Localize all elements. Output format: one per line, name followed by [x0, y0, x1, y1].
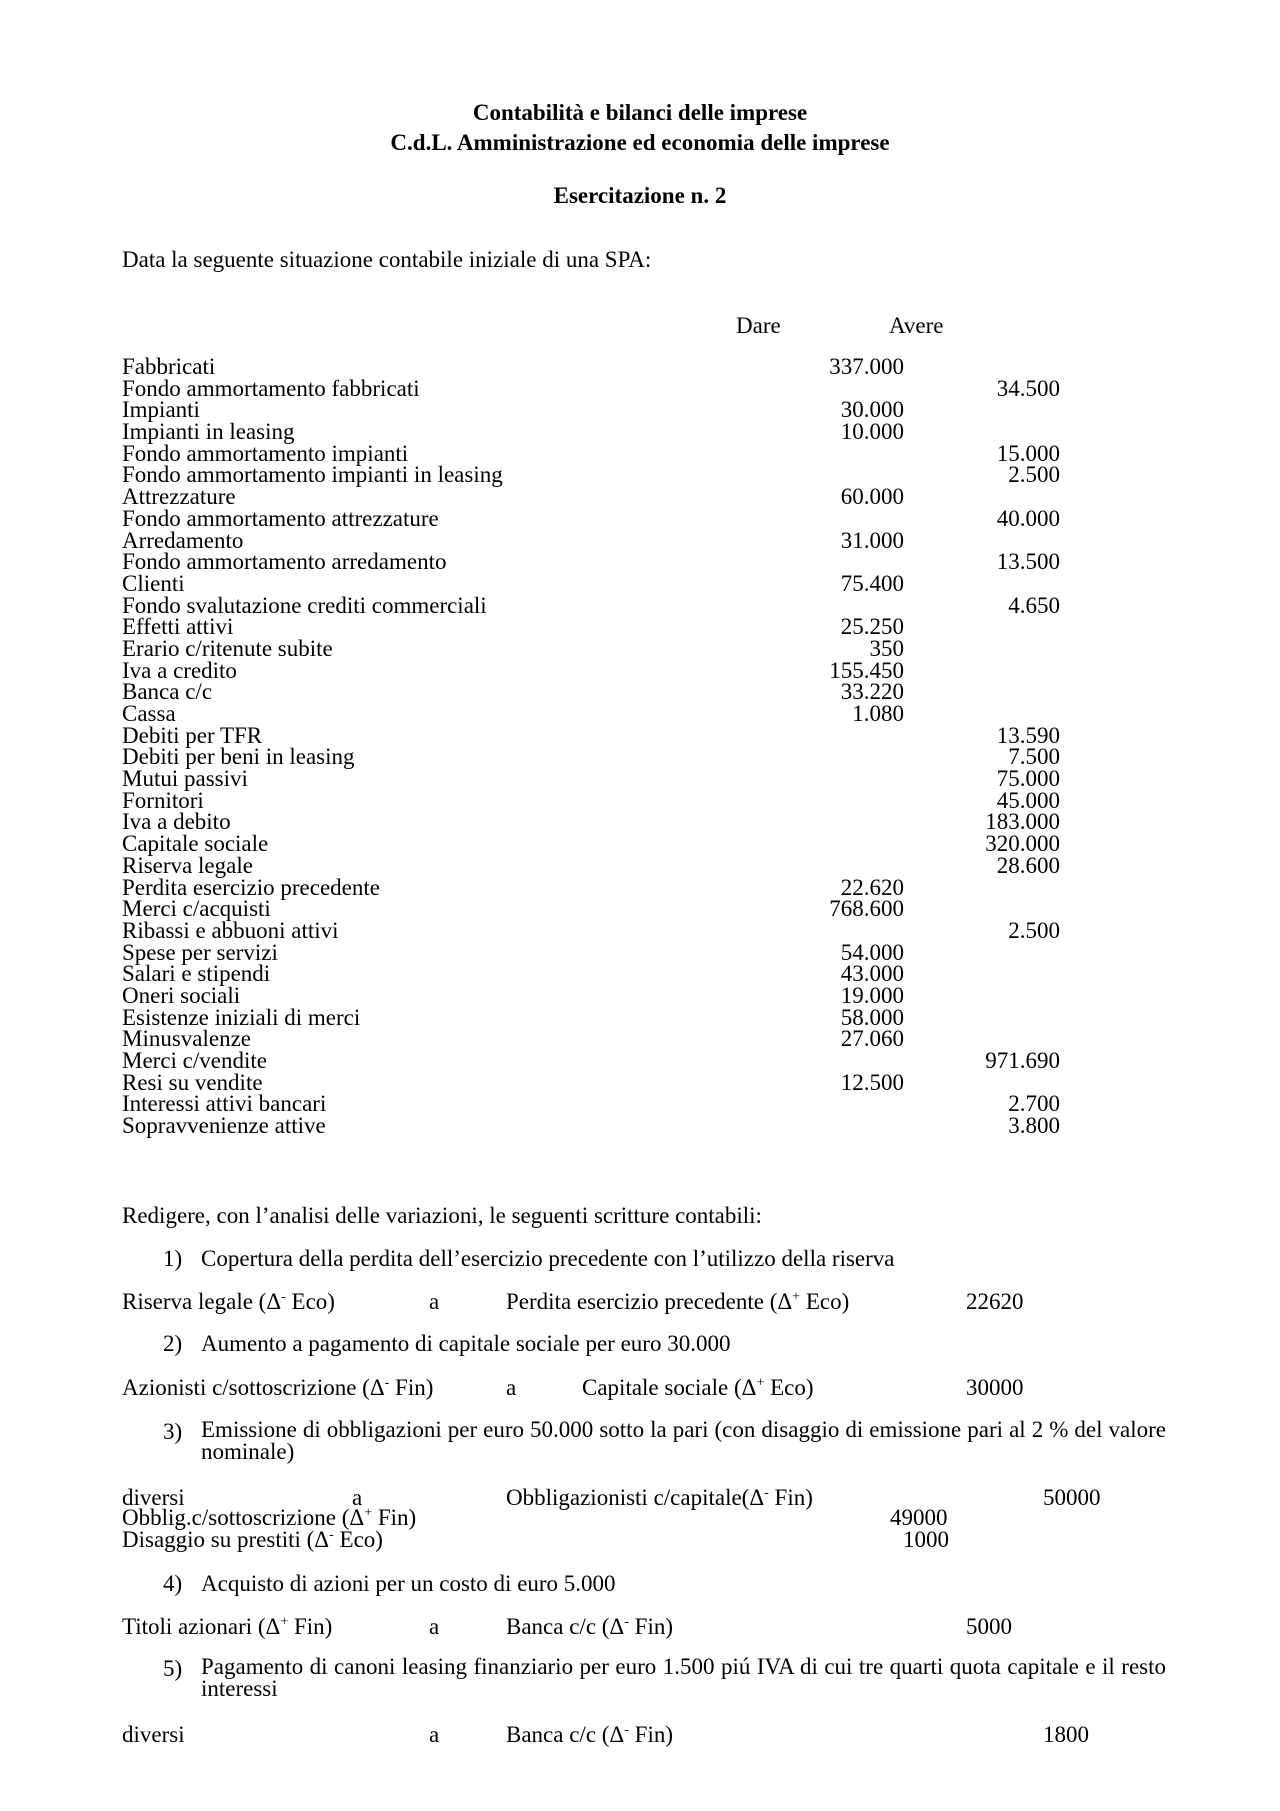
- account-dare: 27.060: [840, 1026, 904, 1052]
- entry-4-debit: Titoli azionari (Δ+ Fin): [122, 1614, 333, 1639]
- account-row: [122, 570, 982, 596]
- entry-3-a: a: [352, 1485, 363, 1510]
- entry-4-a: a: [429, 1614, 440, 1639]
- account-name: Clienti: [122, 570, 185, 596]
- account-name: Esistenze iniziali di merci: [122, 1004, 361, 1030]
- account-name: Fondo ammortamento attrezzature: [122, 505, 439, 531]
- account-avere: 3.800: [1008, 1113, 1060, 1139]
- entry-2-credit: Capitale sociale (Δ+ Eco): [582, 1375, 814, 1400]
- account-name: Fabbricati: [122, 354, 216, 379]
- account-avere: 15.000: [996, 440, 1060, 466]
- account-row: [122, 399, 982, 421]
- account-avere: 2.700: [1008, 1091, 1060, 1117]
- account-avere: 28.600: [996, 852, 1060, 878]
- account-row: [122, 1048, 1060, 1073]
- account-row: [122, 527, 982, 553]
- entry-3-sub-2-amount: 1000: [903, 1527, 949, 1552]
- account-dare: 768.600: [829, 896, 904, 922]
- account-name: Effetti attivi: [122, 614, 234, 640]
- entry-3-sub-1-amount: 49000: [890, 1505, 948, 1530]
- account-row: [122, 635, 982, 661]
- accounts-table: [122, 354, 1060, 1139]
- account-row: [122, 462, 1060, 488]
- entry-1-description: Copertura della perdita dell’esercizio precedente con l’utilizzo della riserva: [201, 1246, 895, 1271]
- account-name: Fondo ammortamento fabbricati: [122, 375, 420, 401]
- entry-5-a: a: [429, 1722, 440, 1747]
- account-dare: 25.250: [840, 614, 904, 640]
- account-name: Fondo ammortamento arredamento: [122, 549, 447, 575]
- entry-5-debit: diversi: [122, 1722, 185, 1747]
- account-row: [122, 939, 982, 965]
- account-row: [122, 852, 1060, 878]
- account-avere: 4.650: [1008, 592, 1060, 618]
- account-row: [122, 744, 1060, 770]
- account-name: Impianti in leasing: [122, 419, 295, 445]
- account-row: [122, 421, 982, 443]
- account-row: [122, 982, 982, 1008]
- account-dare: 337.000: [829, 354, 904, 379]
- account-avere: 320.000: [985, 831, 1060, 857]
- account-row: [122, 917, 1060, 943]
- account-dare: 60.000: [840, 484, 904, 510]
- account-avere: 971.690: [985, 1048, 1060, 1073]
- account-row: [122, 681, 982, 703]
- entry-2-description: Aumento a pagamento di capitale sociale per euro 30.000: [201, 1331, 731, 1356]
- account-dare: 22.620: [840, 874, 904, 900]
- entry-1-credit: Perdita esercizio precedente (Δ+ Eco): [506, 1289, 850, 1314]
- account-row: [122, 831, 1060, 857]
- account-row: [122, 657, 982, 683]
- exercise-title: Esercitazione n. 2: [553, 183, 727, 208]
- account-row: [122, 440, 1060, 466]
- account-name: Fondo svalutazione crediti commerciali: [122, 592, 487, 618]
- account-row: [122, 1028, 982, 1050]
- account-row: [122, 1069, 982, 1095]
- entry-3-description: Emissione di obbligazioni per euro 50.000 sotto la pari (con disaggio di emissione pari al 2 % del valore nominale): [201, 1417, 1166, 1464]
- account-name: Merci c/acquisti: [122, 896, 271, 922]
- entry-4-description: Acquisto di azioni per un costo di euro 5.000: [201, 1571, 616, 1596]
- account-name: Fornitori: [122, 787, 204, 813]
- account-name: Merci c/vendite: [122, 1048, 267, 1073]
- entry-3-credit: Obbligazionisti c/capitale(Δ- Fin): [506, 1485, 813, 1510]
- account-name: Resi su vendite: [122, 1069, 263, 1095]
- column-header-avere: Avere: [889, 313, 944, 338]
- account-dare: 43.000: [840, 961, 904, 987]
- account-row: [122, 787, 1060, 813]
- entry-3-debit: diversi: [122, 1485, 185, 1510]
- account-dare: 33.220: [840, 679, 904, 705]
- entry-1-debit: Riserva legale (Δ- Eco): [122, 1289, 335, 1314]
- account-name: Erario c/ritenute subite: [122, 635, 333, 661]
- account-avere: 34.500: [996, 375, 1060, 401]
- entry-4-credit: Banca c/c (Δ- Fin): [506, 1614, 673, 1639]
- account-name: Debiti per TFR: [122, 722, 263, 748]
- account-name: Spese per servizi: [122, 939, 278, 965]
- account-name: Oneri sociali: [122, 982, 241, 1008]
- account-dare: 10.000: [840, 419, 904, 445]
- entry-3-sub-1: Obblig.c/sottoscrizione (Δ+ Fin): [122, 1505, 417, 1530]
- entry-3-amount: 50000: [1043, 1485, 1101, 1510]
- account-avere: 45.000: [996, 787, 1060, 813]
- account-row: [122, 809, 1060, 835]
- account-name: Sopravvenienze attive: [122, 1113, 326, 1139]
- account-dare: 1.080: [852, 701, 904, 726]
- account-dare: 350: [869, 635, 904, 661]
- account-name: Capitale sociale: [122, 831, 269, 857]
- account-dare: 155.450: [829, 657, 904, 683]
- account-avere: 13.500: [996, 549, 1060, 575]
- account-avere: 75.000: [996, 766, 1060, 792]
- account-name: Riserva legale: [122, 852, 253, 878]
- account-dare: 58.000: [840, 1004, 904, 1030]
- entry-1-number: 1): [163, 1246, 183, 1271]
- account-avere: 2.500: [1008, 462, 1060, 488]
- entry-2-a: a: [506, 1375, 517, 1400]
- account-row: [122, 1091, 1060, 1117]
- account-avere: 13.590: [996, 722, 1060, 748]
- instructions-text: Redigere, con l’analisi delle variazioni, le seguenti scritture contabili:: [122, 1203, 762, 1228]
- account-name: Cassa: [122, 701, 176, 726]
- account-name: Fondo ammortamento impianti: [122, 440, 409, 466]
- entry-5-number: 5): [163, 1656, 183, 1681]
- account-name: Salari e stipendi: [122, 961, 271, 987]
- account-name: Ribassi e abbuoni attivi: [122, 917, 339, 943]
- account-dare: 75.400: [840, 570, 904, 596]
- account-name: Iva a debito: [122, 809, 231, 835]
- account-row: [122, 1113, 1060, 1139]
- account-row: [122, 1004, 982, 1030]
- account-name: Arredamento: [122, 527, 244, 553]
- account-dare: 54.000: [840, 939, 904, 965]
- intro-text: Data la seguente situazione contabile iniziale di una SPA:: [122, 247, 652, 272]
- entry-5-description: Pagamento di canoni leasing finanziario per euro 1.500 piú IVA di cui tre quarti quota capitale e il resto interessi: [201, 1654, 1166, 1701]
- account-row: [122, 963, 982, 985]
- account-row: [122, 616, 982, 638]
- account-name: Mutui passivi: [122, 766, 248, 792]
- account-name: Interessi attivi bancari: [122, 1091, 327, 1117]
- account-dare: 30.000: [840, 397, 904, 423]
- entry-5-amount: 1800: [1043, 1722, 1089, 1747]
- account-dare: 12.500: [840, 1069, 904, 1095]
- account-name: Attrezzature: [122, 484, 236, 510]
- account-row: [122, 898, 982, 920]
- entry-4-number: 4): [163, 1571, 183, 1596]
- account-avere: 2.500: [1008, 917, 1060, 943]
- entry-2-number: 2): [163, 1331, 183, 1356]
- account-name: Fondo ammortamento impianti in leasing: [122, 462, 503, 488]
- account-row: [122, 874, 982, 900]
- entry-3-number: 3): [163, 1419, 183, 1444]
- account-name: Debiti per beni in leasing: [122, 744, 355, 770]
- account-avere: 183.000: [985, 809, 1060, 835]
- course-title: Contabilità e bilanci delle imprese: [472, 100, 808, 125]
- account-row: [122, 722, 1060, 748]
- column-header-dare: Dare: [736, 313, 781, 338]
- account-name: Impianti: [122, 397, 200, 423]
- account-name: Banca c/c: [122, 679, 213, 705]
- entry-1-a: a: [429, 1289, 440, 1314]
- account-name: Perdita esercizio precedente: [122, 874, 380, 900]
- account-row: [122, 549, 1060, 575]
- account-row: [122, 486, 982, 508]
- entry-2-debit: Azionisti c/sottoscrizione (Δ- Fin): [122, 1375, 434, 1400]
- account-row: [122, 505, 1060, 531]
- entry-5-credit: Banca c/c (Δ- Fin): [506, 1722, 673, 1747]
- account-avere: 7.500: [1008, 744, 1060, 770]
- account-name: Minusvalenze: [122, 1026, 252, 1052]
- account-name: Iva a credito: [122, 657, 237, 683]
- account-dare: 19.000: [840, 982, 904, 1008]
- account-row: [122, 592, 1060, 618]
- account-row: [122, 375, 1060, 401]
- entry-2-amount: 30000: [966, 1375, 1024, 1400]
- entry-1-amount: 22620: [966, 1289, 1024, 1314]
- account-row: [122, 356, 982, 378]
- entry-3-sub-2: Disaggio su prestiti (Δ- Eco): [122, 1527, 383, 1552]
- account-avere: 40.000: [996, 505, 1060, 531]
- account-row: [122, 703, 982, 725]
- account-dare: 31.000: [840, 527, 904, 553]
- entry-4-amount: 5000: [966, 1614, 1012, 1639]
- degree-title: C.d.L. Amministrazione ed economia delle imprese: [390, 130, 890, 155]
- account-row: [122, 766, 1060, 792]
